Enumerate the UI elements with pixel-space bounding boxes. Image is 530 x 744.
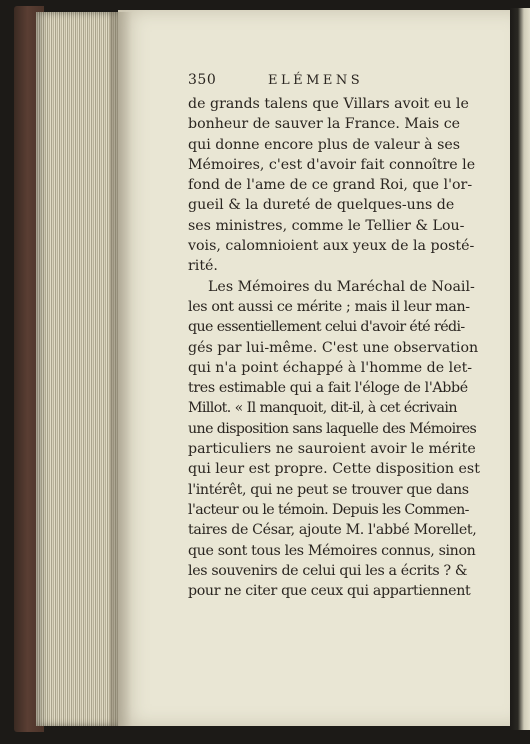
text-line: une disposition sans laquelle des Mémoires (188, 420, 477, 437)
text-line: qui leur est propre. Cette disposition est (188, 461, 480, 478)
text-line: bonheur de sauver la France. Mais ce (188, 116, 461, 133)
page-text (188, 70, 480, 601)
text-line: gés par lui-même. C'est une observation (188, 339, 479, 356)
page-number: 350 (188, 72, 217, 88)
text-line: rité. (188, 258, 218, 275)
text-line: pour ne citer que ceux qui appartiennent (188, 583, 471, 600)
text-line: gueil & la dureté de quelques-uns de (188, 197, 455, 214)
right-edge (510, 8, 530, 730)
text-line: ses ministres, comme le Tellier & Lou- (188, 217, 465, 234)
text-line: taires de César, ajoute M. l'abbé Morellet, (188, 522, 477, 539)
text-line: Les Mémoires du Maréchal de Noail- (208, 278, 475, 295)
text-line: les souvenirs de celui qui les a écrits ? & (188, 562, 468, 579)
text-line: l'intérêt, qui ne peut se trouver que dans (188, 481, 469, 498)
page-gutter (110, 12, 132, 726)
running-head: ELÉMENS (268, 73, 364, 88)
text-line: particuliers ne sauroient avoir le mérite (188, 441, 476, 458)
text-line: l'acteur ou le témoin. Depuis les Commen- (188, 501, 469, 518)
text-line: tres estimable qui a fait l'éloge de l'Abbé (188, 380, 468, 397)
text-line: que essentiellement celui d'avoir été rédi- (188, 319, 465, 336)
text-line: Millot. « Il manquoit, dit-il, à cet écrivain (188, 400, 457, 417)
text-line: qui n'a point échappé à l'homme de let- (188, 359, 473, 376)
text-line: de grands talens que Villars avoit eu le (188, 96, 469, 112)
page-header (188, 70, 470, 94)
text-line: qui donne encore plus de valeur à ses (188, 136, 461, 153)
text-line: vois, calomnioient aux yeux de la posté- (188, 238, 475, 255)
text-line: Mémoires, c'est d'avoir fait connoître le (188, 156, 476, 173)
text-line: fond de l'ame de ce grand Roi, que l'or- (188, 177, 473, 194)
text-line: que sont tous les Mémoires connus, sinon (188, 542, 476, 559)
text-line: les ont aussi ce mérite ; mais il leur man- (188, 298, 470, 315)
